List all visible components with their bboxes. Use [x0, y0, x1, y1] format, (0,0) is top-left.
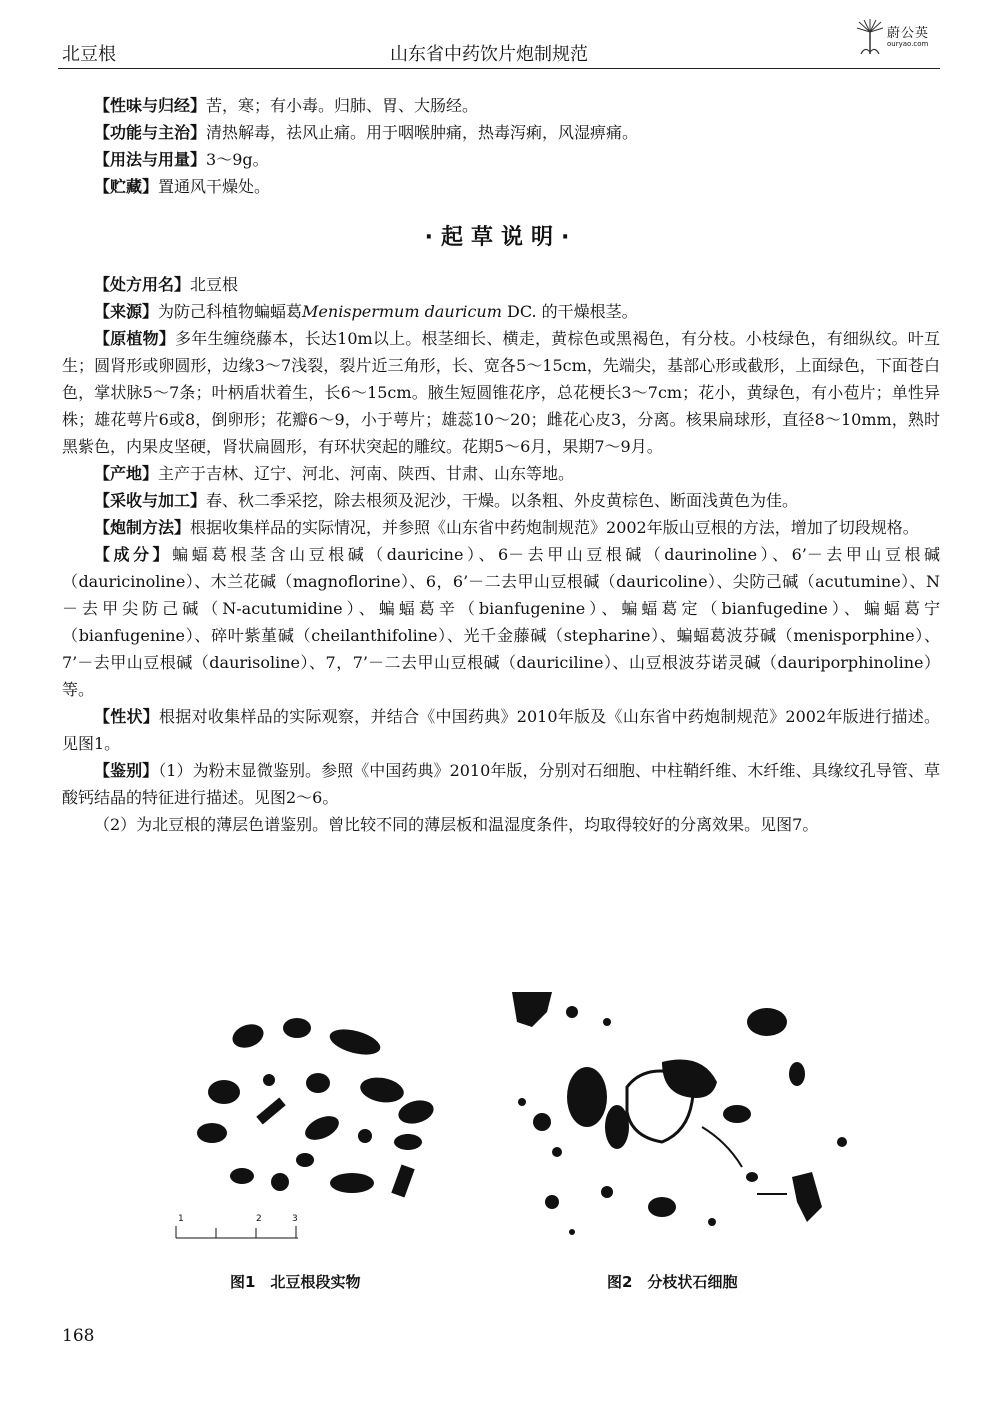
dosage-item: 【用法与用量】3～9g。: [94, 150, 269, 169]
scale-tick-2: 2: [256, 1214, 262, 1224]
figure-1-image: [170, 1008, 460, 1248]
section-title: ·起草说明·: [424, 225, 578, 250]
name-item: 【处方用名】北豆根: [94, 275, 239, 294]
scale-tick-1: 1: [178, 1214, 184, 1224]
origin-item: 【产地】主产于吉林、辽宁、河北、河南、陕西、甘肃、山东等地。: [94, 464, 575, 483]
page-header: [0, 0, 996, 70]
header-running-title: 北豆根: [62, 44, 116, 65]
logo-text: 蔚公英: [887, 26, 930, 41]
function-item: 【功能与主治】清热解毒，祛风止痛。用于咽喉肿痛，热毒泻痢，风湿痹痛。: [94, 123, 639, 142]
page-number: 168: [62, 1326, 95, 1346]
plant-item: 【原植物】多年生缠绕藤本，长达10m以上。根茎细长、横走，黄棕色或黑褐色，有分枝。小枝绿色，有细纵纹。叶互生；圆肾形或卵圆形，边缘3～7浅裂，裂片近三角形，长、宽各5～15cm，先端尖，基部心形或截形，上面绿色，下面苍白色，掌状脉5～7条；叶柄盾状着生，长6～15cm。腋生短圆锥花序，总花梗长3～7cm；花小，黄绿色，有小苞片；单性异株；雄花萼片6或8，倒卵形；花瓣6～9，小于萼片；雄蕊10～20；雌花心皮3，分离。核果扁球形，直径8～10mm，熟时黑紫色，内果皮坚硬，肾状扁圆形，有环状突起的雕纹。花期5～6月，果期7～9月。: [62, 329, 940, 456]
traits-item: 【性状】根据对收集样品的实际观察，并结合《中国药典》2010年版及《山东省中药炮制规范》2002年版进行描述。见图1。: [62, 707, 940, 753]
figure-2-caption: 图2 分枝状石细胞: [607, 1273, 738, 1291]
logo-url: ouryao.com: [887, 40, 929, 48]
identification-item-2: （2）为北豆根的薄层色谱鉴别。曾比较不同的薄层板和温湿度条件，均取得较好的分离效果。见图7。: [94, 815, 819, 834]
scale-tick-3: 3: [292, 1214, 298, 1224]
method-item: 【炮制方法】根据收集样品的实际情况，并参照《山东省中药炮制规范》2002年版山豆根的方法，增加了切段规格。: [94, 518, 919, 537]
identification-item: 【鉴别】（1）为粉末显微鉴别。参照《中国药典》2010年版，分别对石细胞、中柱鞘纤维、木纤维、具缘纹孔导管、草酸钙结晶的特征进行描述。见图2～6。: [62, 761, 940, 807]
header-rule: [58, 68, 940, 69]
harvest-item: 【采收与加工】春、秋二季采挖，除去根须及泥沙，干燥。以条粗、外皮黄棕色、断面浅黄色为佳。: [94, 491, 799, 510]
property-item: 【性味与归经】苦，寒；有小毒。归肺、胃、大肠经。: [94, 96, 479, 115]
site-logo: [855, 18, 945, 60]
page-content: [62, 92, 940, 838]
header-book-title: 山东省中药饮片炮制规范: [390, 44, 588, 65]
components-item: 【成分】蝙蝠葛根茎含山豆根碱（dauricine）、6－去甲山豆根碱（daurinoline）、6’－去甲山豆根碱（dauricinoline）、木兰花碱（magnoflorine）、6，6’－二去甲山豆根碱（dauricoline）、尖防己碱（acutumine）、N－去甲尖防己碱（N-acutumidine）、蝙蝠葛辛（bianfugenine）、蝙蝠葛定（bianfugedine）、蝙蝠葛宁（bianfugenine）、碎叶紫堇碱（cheilanthifoline）、光千金藤碱（stepharine）、蝙蝠葛波芬碱（menisporphine）、7’－去甲山豆根碱（daurisoline）、7，7’－二去甲山豆根碱（dauriciline）、山豆根波芬诺灵碱（dauriporphinoline）等。: [62, 545, 940, 699]
figure-2-image: [512, 992, 857, 1254]
storage-item: 【贮藏】置通风干燥处。: [94, 177, 271, 196]
dandelion-icon: [855, 18, 885, 56]
source-item: 【来源】为防己科植物蝙蝠葛Menispermum dauricum DC. 的干燥根茎。: [94, 302, 638, 321]
figure-1-caption: 图1 北豆根段实物: [230, 1273, 361, 1291]
